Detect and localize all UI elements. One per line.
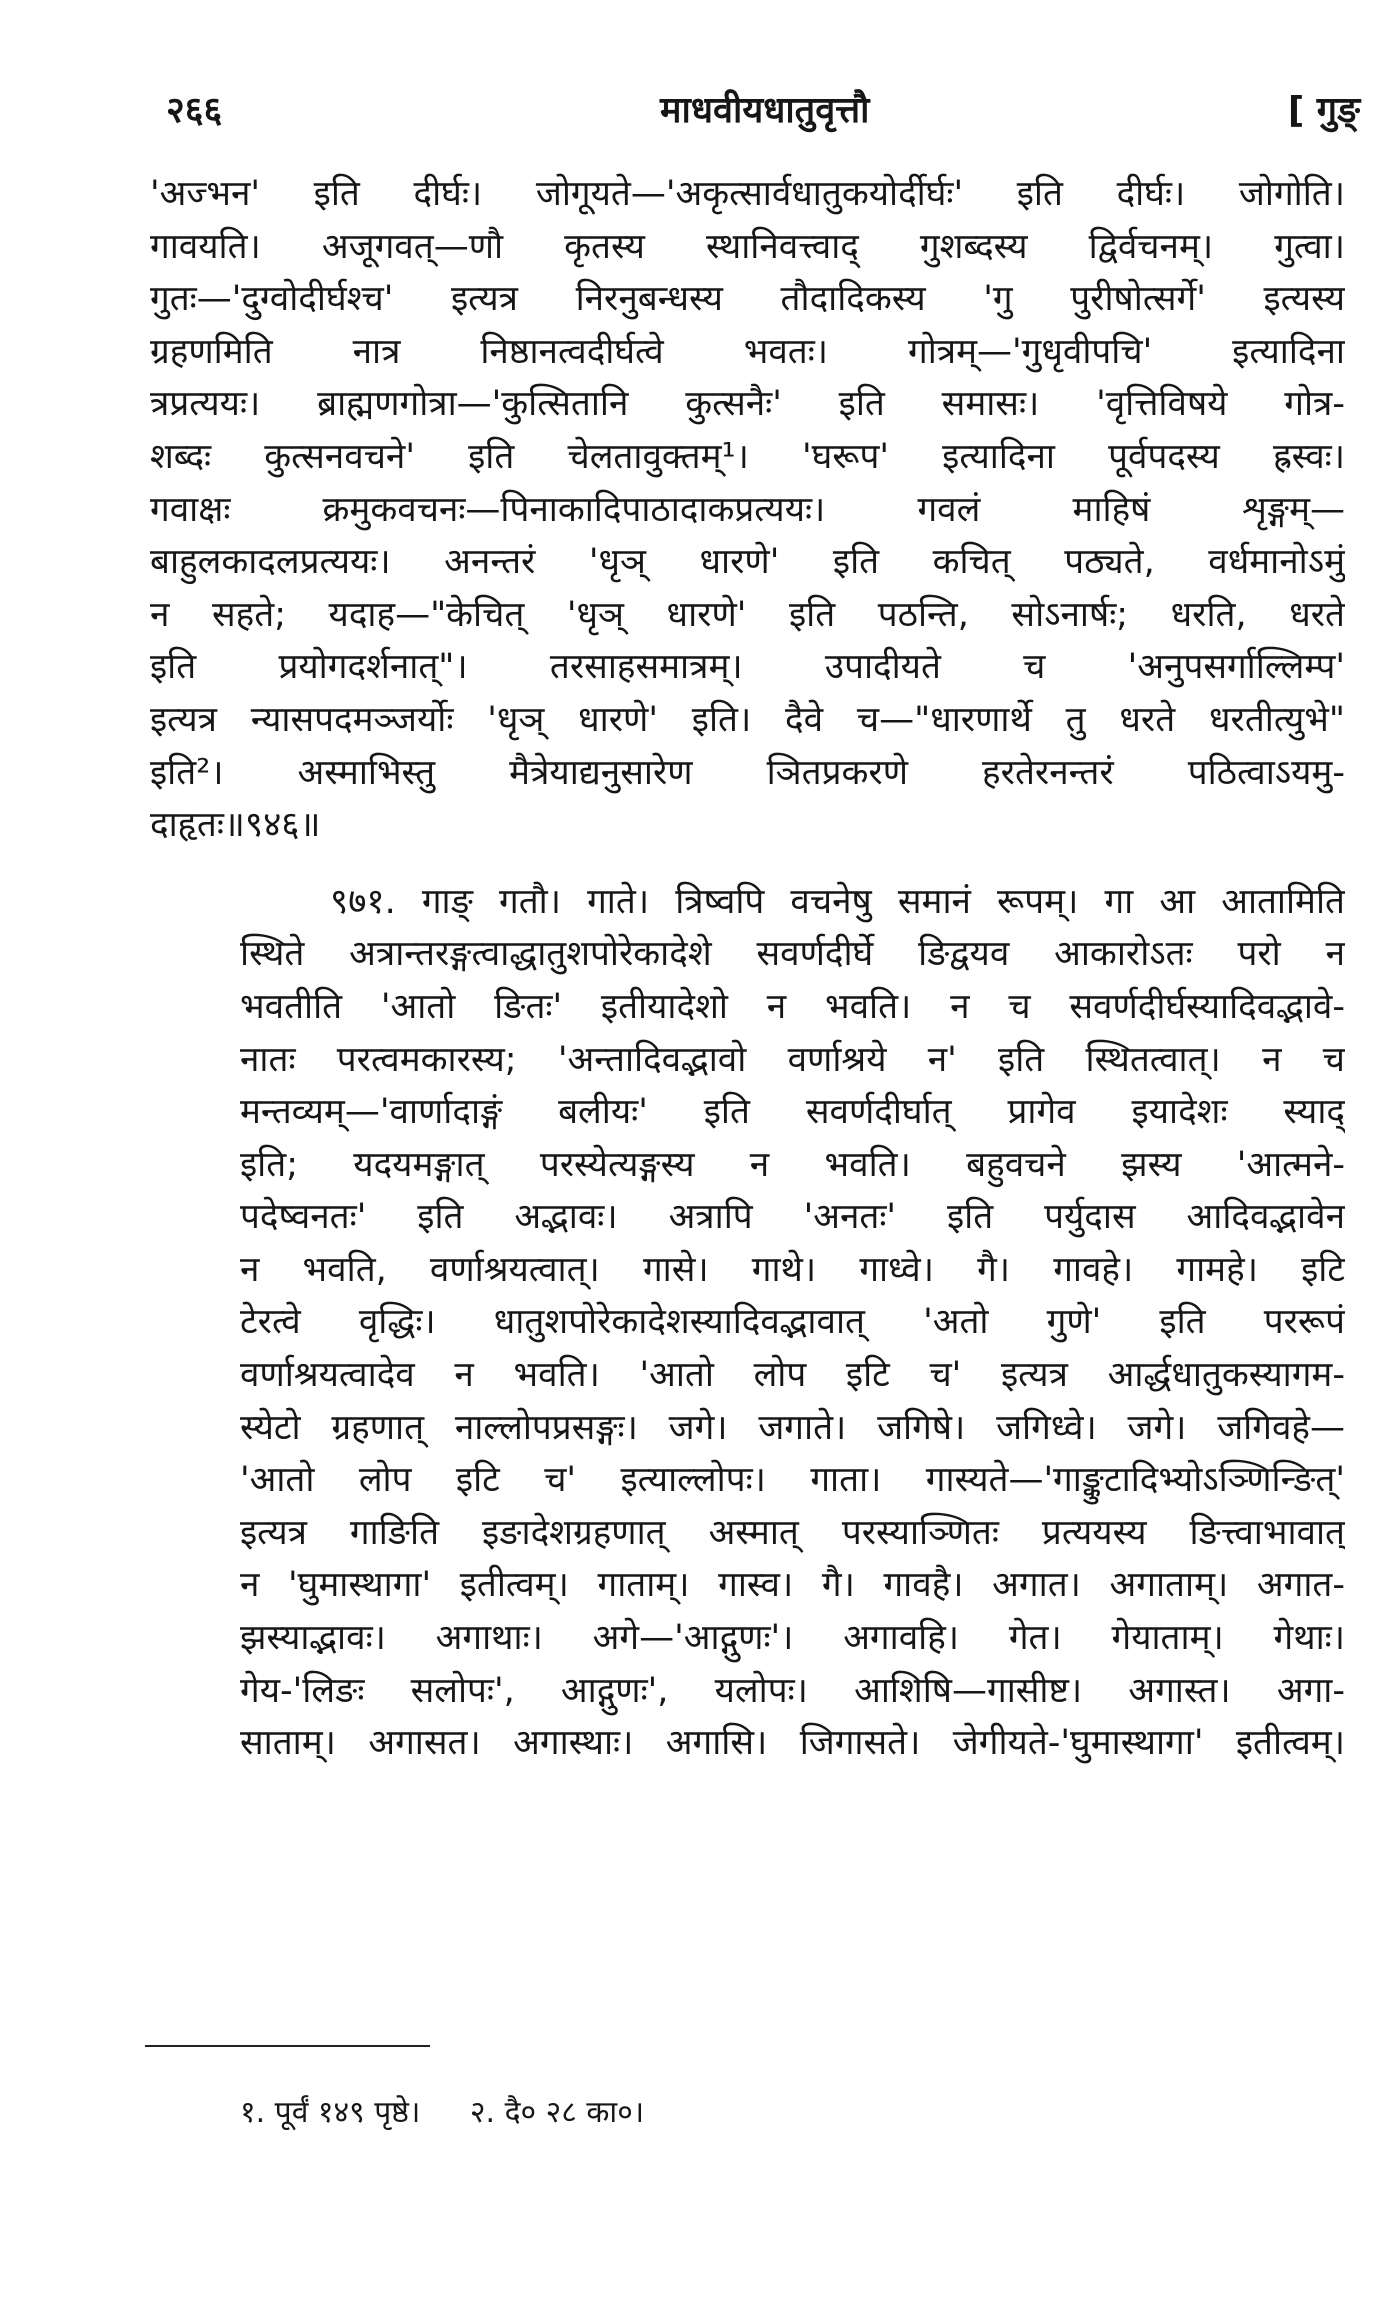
text-line: न 'घुमास्थागा' इतीत्वम्। गाताम्। गास्व। गै। गावहै। अगात। अगाताम्। अगात- (240, 1565, 1345, 1606)
text-line: इति²। अस्माभिस्तु मैत्रेयाद्यनुसारेण ञितप्रकरणे हरतेरनन्तरं पठित्वाऽयमु- (150, 752, 1345, 793)
text-line: त्रप्रत्ययः। ब्राह्मणगोत्रा—'कुत्सितानि कुत्सनैः' इति समासः। 'वृत्तिविषये गोत्र- (150, 384, 1345, 425)
text-line: शब्दः कुत्सनवचने' इति चेलतावुक्तम्¹। 'घरूप' इत्यादिना पूर्वपदस्य ह्रस्वः। (150, 436, 1345, 477)
page-number: २६६ (166, 90, 223, 131)
running-head (160, 84, 1360, 144)
text-line: दाहृतः॥९४६॥ (150, 805, 321, 846)
section-marker: [ गुङ् (1287, 90, 1360, 131)
running-title: माधवीयधातुवृत्तौ (660, 90, 870, 131)
text-line: स्येटो ग्रहणात् नाल्लोपप्रसङ्गः। जगे। जगाते। जगिषे। जगिध्वे। जगे। जगिवहे— (240, 1407, 1345, 1448)
text-line: न भवति, वर्णाश्रयत्वात्। गासे। गाथे। गाध्वे। गै। गावहे। गामहे। इटि (240, 1249, 1345, 1290)
text-line: गुतः—'दुग्वोदीर्घश्च' इत्यत्र निरनुबन्धस्य तौदादिकस्य 'गु पुरीषोत्सर्गे' इत्यस्य (150, 279, 1345, 320)
text-line: न सहते; यदाह—"केचित् 'धृञ् धारणे' इति पठन्ति, सोऽनार्षः; धरति, धरते (150, 594, 1345, 635)
footnote-1: १. पूर्वं १४९ पृष्ठे। (240, 2095, 421, 2130)
text-line: ९७१. गाङ् गतौ। गाते। त्रिष्वपि वचनेषु समानं रूपम्। गा आ आतामिति (330, 881, 1345, 922)
text-line: इत्यत्र गाङिति इङादेशग्रहणात् अस्मात् परस्याञ्णितः प्रत्ययस्य ङित्त्वाभावात् (240, 1512, 1345, 1553)
text-line: इति; यदयमङ्गात् परस्येत्यङ्गस्य न भवति। बहुवचने झस्य 'आत्मने- (240, 1144, 1345, 1185)
text-line: ग्रहणमिति नात्र निष्ठानत्वदीर्घत्वे भवतः। गोत्रम्—'गुधृवीपचि' इत्यादिना (150, 331, 1345, 372)
text-line: 'आतो लोप इटि च' इत्याल्लोपः। गाता। गास्यते—'गाङ्कुटादिभ्योऽञ्णिन्ङित्' (240, 1460, 1345, 1501)
text-line: गेय-'लिङः सलोपः', आद्गुणः', यलोपः। आशिषि—गासीष्ट। अगास्त। अगा- (240, 1670, 1345, 1711)
paragraph-1 (150, 168, 1345, 852)
text-line: गावयति। अजूगवत्—णौ कृतस्य स्थानिवत्त्वाद् गुशब्दस्य द्विर्वचनम्। गुत्वा। (150, 226, 1345, 267)
text-line: 'अज्भन' इति दीर्घः। जोगूयते—'अकृत्सार्वधातुकयोर्दीर्घः' इति दीर्घः। जोगोति। (150, 174, 1345, 214)
paragraph-2 (150, 876, 1345, 1770)
text-line: स्थिते अत्रान्तरङ्गत्वाद्धातुशपोरेकादेशे सवर्णदीर्घे ङिद्वयव आकारोऽतः परो न (240, 934, 1345, 975)
text-line: इति प्रयोगदर्शनात्"। तरसाहसमात्रम्। उपादीयते च 'अनुपसर्गाल्लिम्प' (150, 647, 1345, 688)
text-line: पदेष्वनतः' इति अद्भावः। अत्रापि 'अनतः' इति पर्युदास आदिवद्भावेन (240, 1197, 1345, 1238)
text-line: बाहुलकादलप्रत्ययः। अनन्तरं 'धृञ् धारणे' इति कचित् पठ्यते, वर्धमानोऽमुं (150, 542, 1345, 583)
text-line: नातः परत्वमकारस्य; 'अन्तादिवद्भावो वर्णाश्रये न' इति स्थितत्वात्। न च (240, 1039, 1345, 1080)
footnote-2: २. दै० २८ का०। (469, 2095, 645, 2130)
body-text (150, 168, 1345, 1770)
text-line: इत्यत्र न्यासपदमञ्जर्योः 'धृञ् धारणे' इति। दैवे च—"धारणार्थे तु धरते धरतीत्युभे" (150, 699, 1345, 740)
text-line: टेरत्वे वृद्धिः। धातुशपोरेकादेशस्यादिवद्भावात् 'अतो गुणे' इति पररूपं (240, 1302, 1345, 1343)
text-line: वर्णाश्रयत्वादेव न भवति। 'आतो लोप इटि च' इत्यत्र आर्द्धधातुकस्यागम- (240, 1355, 1345, 1396)
text-line: मन्तव्यम्—'वार्णादाङ्गं बलीयः' इति सवर्णदीर्घात् प्रागेव इयादेशः स्याद् (240, 1092, 1345, 1133)
text-line: भवतीति 'आतो ङितः' इतीयादेशो न भवति। न च सवर्णदीर्घस्यादिवद्भावे- (240, 986, 1345, 1027)
text-line: झस्याद्भावः। अगाथाः। अगे—'आद्गुणः'। अगावहि। गेत। गेयाताम्। गेथाः। (240, 1618, 1345, 1659)
footnote-divider (145, 2045, 430, 2047)
text-line: साताम्। अगासत। अगास्थाः। अगासि। जिगासते। जेगीयते-'घुमास्थागा' इतीत्वम्। (240, 1723, 1345, 1764)
text-line: गवाक्षः क्रमुकवचनः—पिनाकादिपाठादाकप्रत्ययः। गवलं माहिषं शृङ्गम्— (150, 489, 1345, 530)
footnotes (240, 2090, 684, 2131)
